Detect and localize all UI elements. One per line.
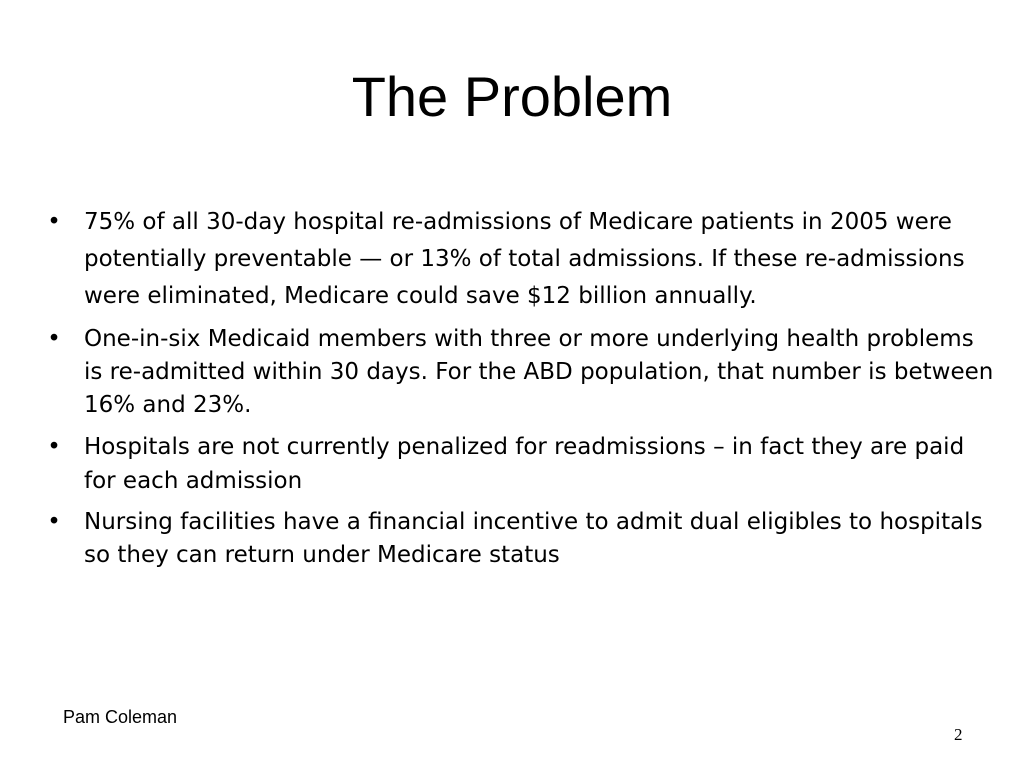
bullet-item bbox=[44, 430, 994, 498]
bullet-item bbox=[44, 323, 994, 422]
bullet-text: 75% of all 30-day hospital re-admissions of Medicare patients in 2005 were potentially preventable — or 13% of total admissions. If these re-admissions were eliminated, Medicare could save $12 billion annually. bbox=[84, 209, 965, 309]
slide-number: 2 bbox=[954, 725, 963, 744]
bullet-item bbox=[44, 204, 994, 315]
bullet-list bbox=[44, 204, 994, 580]
bullet-marker: • bbox=[47, 434, 61, 460]
bullet-item bbox=[44, 506, 994, 572]
bullet-marker: • bbox=[47, 509, 61, 535]
bullet-text: One-in-six Medicaid members with three or more underlying health problems is re-admitted within 30 days. For the ABD population, that number is between 16% and 23%. bbox=[84, 326, 994, 418]
footer-author: Pam Coleman bbox=[63, 707, 178, 727]
bullet-marker: • bbox=[47, 326, 61, 352]
bullet-text: Hospitals are not currently penalized for readmissions – in fact they are paid for each admission bbox=[84, 434, 965, 494]
bullet-marker: • bbox=[47, 209, 61, 235]
bullet-text: Nursing facilities have a financial incentive to admit dual eligibles to hospitals so they can return under Medicare status bbox=[84, 509, 983, 568]
slide-title: The Problem bbox=[351, 65, 673, 128]
